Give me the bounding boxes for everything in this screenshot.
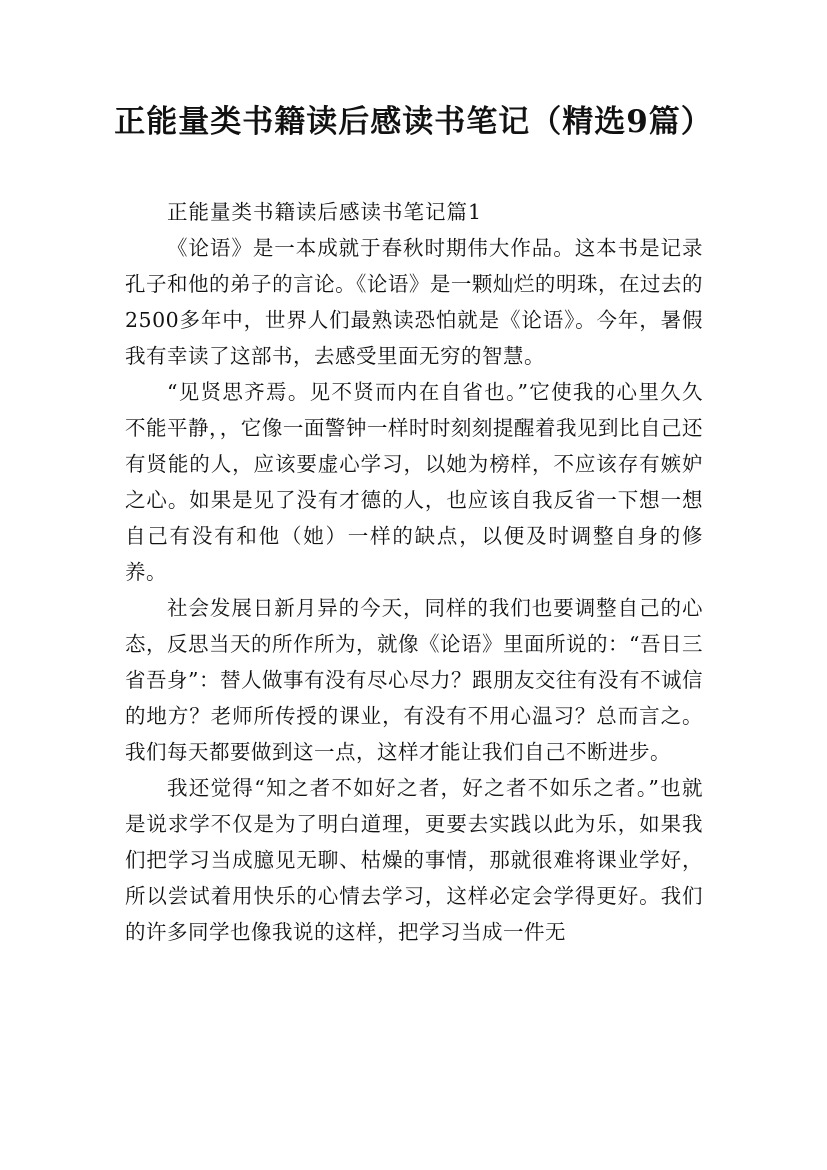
section-heading: 正能量类书籍读后感读书笔记篇1 [167, 200, 483, 224]
document-body [125, 194, 703, 950]
paragraph-4: 我还觉得“知之者不如好之者，好之者不如乐之者。”也就是说求学不仅是为了明白道理，更要去实践以此为乐，如果我们把学习当成臆见无聊、枯燥的事情，那就很难将课业学好，所以尝试着用快乐的心情去学习，这样必定会学得更好。我们的许多同学也像我说的这样，把学习当成一件无 [125, 776, 703, 944]
paragraph-3: 社会发展日新月异的今天，同样的我们也要调整自己的心态，反思当天的所作所为，就像《论语》里面所说的：“吾日三省吾身”：替人做事有没有尽心尽力？跟朋友交往有没有不诚信的地方？老师所传授的课业，有没有不用心温习？总而言之。我们每天都要做到这一点，这样才能让我们自己不断进步。 [125, 596, 703, 764]
paragraph-2: “见贤思齐焉。见不贤而内在自省也。”它使我的心里久久不能平静，，它像一面警钟一样时时刻刻提醒着我见到比自己还有贤能的人，应该要虚心学习，以她为榜样，不应该存有嫉妒之心。如果是见了没有才德的人，也应该自我反省一下想一想自己有没有和他（她）一样的缺点，以便及时调整自身的修养。 [125, 380, 703, 584]
document-title: 正能量类书籍读后感读书笔记（精选9篇） [114, 104, 713, 140]
paragraph-1: 《论语》是一本成就于春秋时期伟大作品。这本书是记录孔子和他的弟子的言论。《论语》是一颗灿烂的明珠，在过去的2500多年中，世界人们最熟读恐怕就是《论语》。今年，暑假我有幸读了这部书，去感受里面无穷的智慧。 [125, 236, 703, 368]
